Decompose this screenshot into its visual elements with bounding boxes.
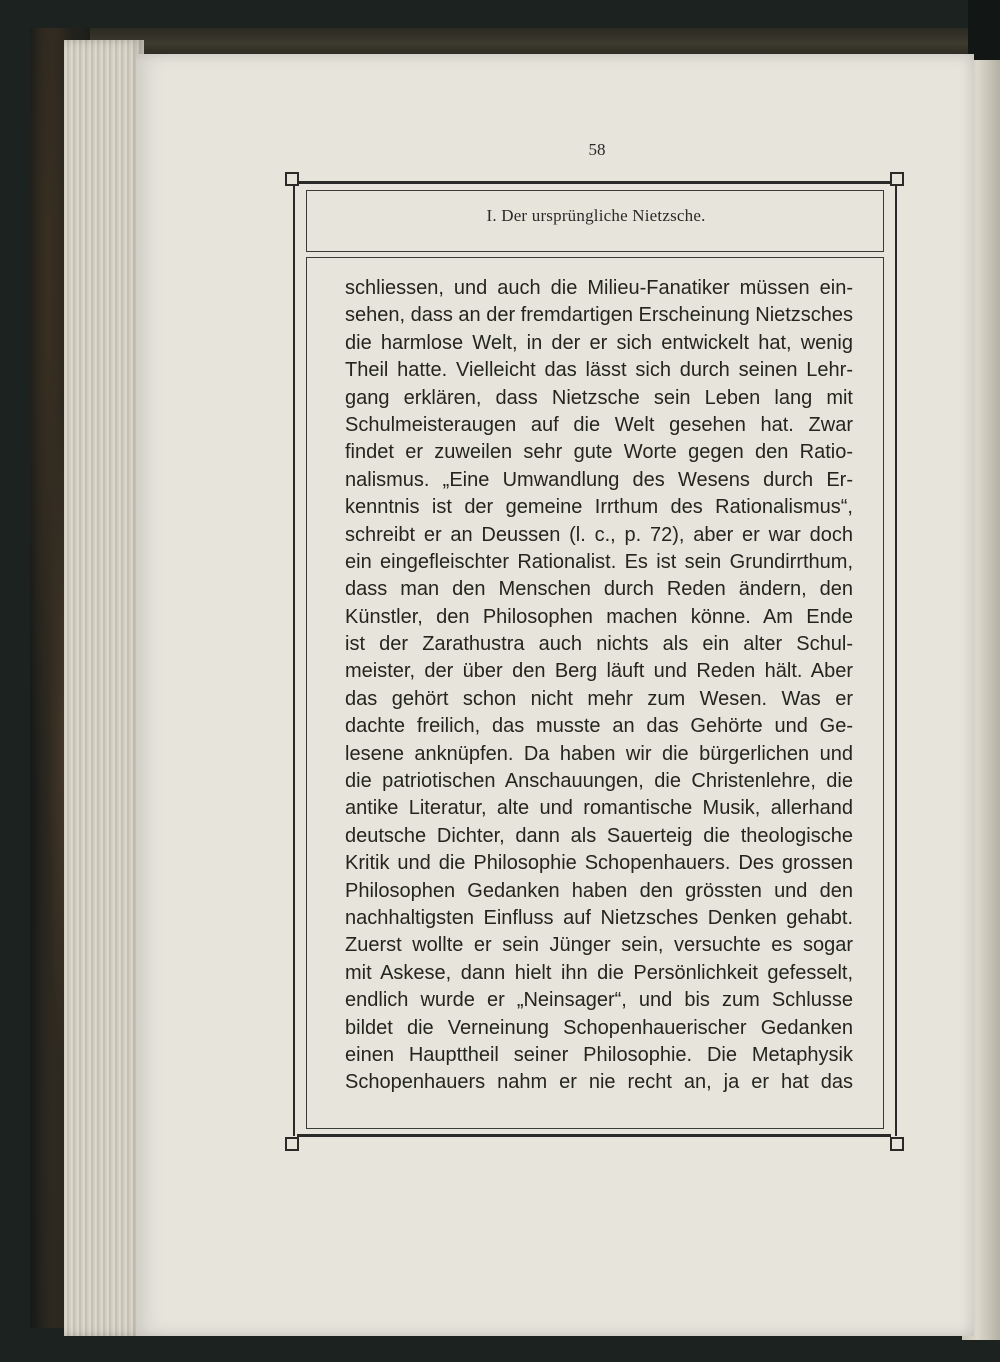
text-line: Schopenhauers nahm er nie recht an, ja er hat das — [345, 1071, 853, 1094]
text-line: einen Haupttheil seiner Philosophie. Die Metaphysik — [345, 1043, 853, 1066]
frame-top-rule — [297, 181, 891, 184]
text-line: findet er zuweilen sehr gute Worte gegen den Ratio- — [345, 441, 853, 464]
text-line: dachte freilich, das musste an das Gehörte und Ge- — [345, 715, 853, 738]
book-cover-top-edge — [40, 28, 1000, 54]
text-line: die harmlose Welt, in der er sich entwickelt hat, wenig — [345, 331, 853, 354]
text-line: gang erklären, dass Nietzsche sein Leben lang mit — [345, 386, 853, 409]
text-line: lesene anknüpfen. Da haben wir die bürgerlichen und — [345, 742, 853, 765]
body-box-top — [306, 257, 884, 258]
corner-ornament-top-right — [890, 172, 904, 186]
body-box-left — [306, 257, 307, 1129]
text-line: Philosophen Gedanken haben den grössten und den — [345, 879, 853, 902]
text-line: nachhaltigsten Einfluss auf Nietzsches Denken gehabt. — [345, 906, 853, 929]
text-line: Zuerst wollte er sein Jünger sein, versuchte es sogar — [345, 934, 853, 957]
header-box-left — [306, 190, 307, 252]
corner-ornament-bottom-left — [285, 1137, 299, 1151]
background-corner — [968, 0, 1000, 60]
text-line: schreibt er an Deussen (l. c., p. 72), aber er war doch — [345, 523, 853, 546]
text-line: endlich wurde er „Neinsager“, und bis zum Schlusse — [345, 989, 853, 1012]
text-line: sehen, dass an der fremdartigen Erscheinung Nietzsches — [345, 304, 853, 327]
text-line: meister, der über den Berg läuft und Reden hält. Aber — [345, 660, 853, 683]
body-box-bottom — [306, 1128, 884, 1129]
text-line: Theil hatte. Vielleicht das lässt sich durch seinen Lehr- — [345, 359, 853, 382]
frame-bottom-rule — [297, 1134, 891, 1137]
text-line: ist der Zarathustra auch nichts als ein alter Schul- — [345, 633, 853, 656]
frame-left-rule — [293, 184, 295, 1136]
corner-ornament-top-left — [285, 172, 299, 186]
text-line: das gehört schon nicht mehr zum Wesen. Was er — [345, 687, 853, 710]
corner-ornament-bottom-right — [890, 1137, 904, 1151]
text-line: bildet die Verneinung Schopenhauerischer Gedanken — [345, 1016, 853, 1039]
page-number: 58 — [588, 140, 606, 159]
text-line: nalismus. „Eine Umwandlung des Wesens durch Er- — [345, 468, 853, 491]
body-box-right — [883, 257, 884, 1129]
text-line: antike Literatur, alte und romantische Musik, allerhand — [345, 797, 853, 820]
text-line: kenntnis ist der gemeine Irrthum des Rationalismus“, — [345, 496, 853, 519]
text-line: ein eingefleischter Rationalist. Es ist sein Grundirrthum, — [345, 550, 853, 573]
frame-right-rule — [895, 184, 897, 1136]
page-edges — [64, 40, 144, 1336]
body-text — [345, 275, 853, 1097]
text-line: schliessen, und auch die Milieu-Fanatiker müssen ein- — [345, 277, 853, 299]
text-line: Kritik und die Philosophie Schopenhauers. Des grossen — [345, 852, 853, 875]
running-head: I. Der ursprüngliche Nietzsche. — [486, 206, 706, 225]
text-line: die patriotischen Anschauungen, die Christenlehre, die — [345, 770, 853, 793]
text-line: deutsche Dichter, dann als Sauerteig die theologische — [345, 824, 853, 847]
header-box-top — [306, 190, 884, 191]
text-line: Künstler, den Philosophen machen könne. Am Ende — [345, 605, 853, 628]
text-line: dass man den Menschen durch Reden ändern, den — [345, 578, 853, 601]
text-line: mit Askese, dann hielt ihn die Persönlichkeit gefesselt, — [345, 961, 853, 984]
text-line: Schulmeisteraugen auf die Welt gesehen hat. Zwar — [345, 413, 853, 436]
header-box-bottom — [306, 251, 884, 252]
